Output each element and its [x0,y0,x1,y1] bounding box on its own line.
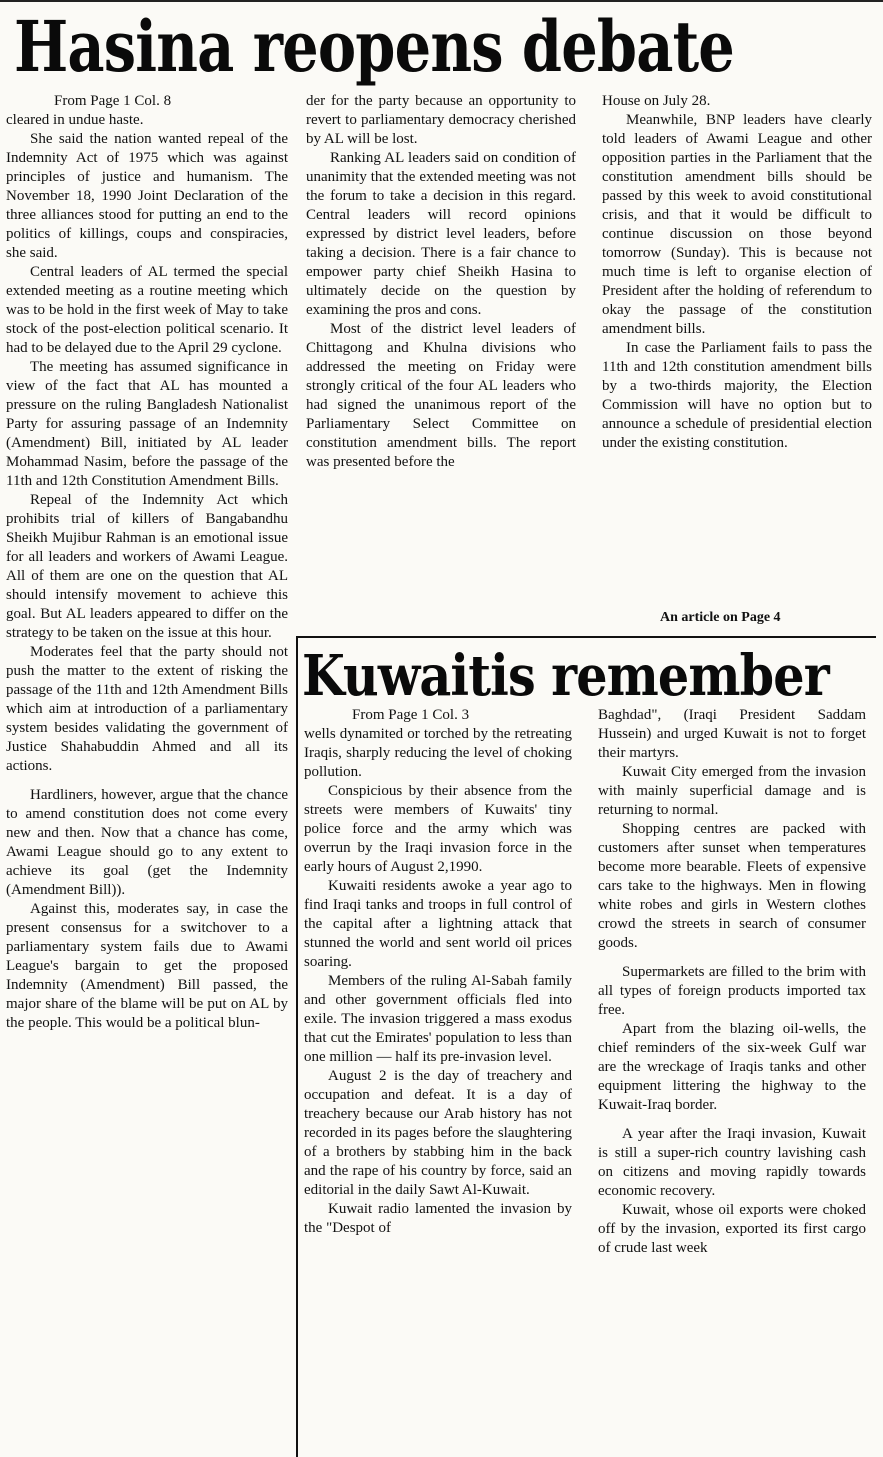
article2-column-1 [304,706,572,1452]
paragraph: Repeal of the Indemnity Act which prohibits trial of killers of Bangabandhu Sheikh Mujibur Rahman is an emotional issue for all leaders and workers of Awami League. All of them are one on the question that AL should intensify movement to achieve this goal. But AL leaders appeared to differ on the strategy to be taken on the issue at this hour. [6,492,288,641]
paragraph: Supermarkets are filled to the brim with all types of foreign products imported tax free. [598,964,866,1018]
paragraph: She said the nation wanted repeal of the Indemnity Act of 1975 which was against principles of justice and humanism. The November 18, 1990 Joint Declaration of the three alliances stood for putting an end to the politics of killings, coups and conspiracies, she said. [6,131,288,261]
paragraph: Ranking AL leaders said on condition of unanimity that the extended meeting was not the forum to take a decision in this regard. Central leaders will record opinions expressed by district level leaders, before taking a decision. There is a fair chance to empower party chief Sheikh Hasina to ultimately decide on the question by examining the pros and cons. [306,150,576,318]
paragraph: Hardliners, however, argue that the chance to amend constitution does not come every new and then. Now that a chance has come, Awami League should go to any extent to achieve its goal (get the Indemnity (Amendment Bill)). [6,787,288,898]
article2-column-2 [598,706,866,1452]
paragraph: August 2 is the day of treachery and occupation and defeat. It is a day of treachery because our Arab history has not recorded in its pages before the slaughtering of a brothers by stabbing him in the back and the rape of his country by force, said an editorial in the daily Sawt Al-Kuwait. [304,1068,572,1198]
headline-hasina: Hasina reopens debate [14,5,734,88]
paragraph: Moderates feel that the party should not push the matter to the extent of risking the passage of the 11th and 12th Amendment Bills which aim at introduction of a parliamentary system besides validating the government of Justice Shahabuddin Ahmed and all its actions. [6,644,288,774]
paragraph: Members of the ruling Al-Sabah family and other government officials fled into exile. The invasion triggered a mass exodus that cut the Emirates' population to less than one million — half its pre-invasion level. [304,973,572,1065]
paragraph: Conspicious by their absence from the streets were members of Kuwaits' tiny police force and the army which was overrun by the Iraqi invasion force in the early hours of August 2,1990. [304,783,572,875]
paragraph: Kuwait, whose oil exports were choked off by the invasion, exported its first cargo of crude last week [598,1202,866,1256]
paragraph: der for the party because an opportunity to revert to parliamentary democracy cherished by AL will be lost. [306,93,576,147]
headline-kuwaitis: Kuwaitis remember [302,643,829,709]
paragraph: Kuwait City emerged from the invasion with mainly superficial damage and is returning to normal. [598,764,866,818]
paragraph: Meanwhile, BNP leaders have clearly told leaders of Awami League and other opposition parties in the Parliament that the constitution amendment bills should be passed by this week to avoid constitutional crisis, and that it would be difficult to continue discussion on those beyond tomorrow (Sunday). This is because not much time is left to organise election of President after the holding of referendum to okay the passage of the constitution amendment bills. [602,112,872,337]
paragraph: wells dynamited or torched by the retreating Iraqis, sharply reducing the level of choking pollution. [304,726,572,780]
article1-column-3 [602,92,872,612]
article1-column-1 [6,92,288,1452]
paragraph: Most of the district level leaders of Chittagong and Khulna divisions who addressed the meeting on Friday were strongly critical of the four AL leaders who had signed the unanimous report of the Parliamentary Select Committee on constitution amendment bills. The report was presented before the [306,321,576,470]
paragraph: Baghdad", (Iraqi President Saddam Hussein) and urged Kuwait is not to forget their martyrs. [598,707,866,761]
paragraph: Against this, moderates say, in case the present consensus for a switchover to a parliamentary system fails due to Awami League's bargain to get the proposed Indemnity (Amendment) Bill passed, the major share of the blame will be put on AL by the people. This would be a political blun- [6,901,288,1031]
paragraph: Apart from the blazing oil-wells, the chief reminders of the six-week Gulf war are the wreckage of Iraqis tanks and other equipment littering the highway to the Kuwait-Iraq border. [598,1021,866,1113]
paragraph: Shopping centres are packed with customers after sunset when temperatures become more bearable. Fleets of expensive cars take to the highways. Men in flowing white robes and girls in Western clothes crowd the streets in search of consumer goods. [598,821,866,951]
paragraph: Kuwait radio lamented the invasion by the "Despot of [304,1201,572,1236]
paragraph: In case the Parliament fails to pass the 11th and 12th constitution amendment bills by a two-thirds majority, the Election Commission will have no option but to announce a schedule of presidential election under the existing constitution. [602,340,872,451]
paragraph: Kuwaiti residents awoke a year ago to find Iraqi tanks and troops in full control of the capital after a lightning attack that stunned the world and sent world oil prices soaring. [304,878,572,970]
paragraph: The meeting has assumed significance in view of the fact that AL has mounted a pressure on the ruling Bangladesh Nationalist Party for assuring passage of an Indemnity (Amendment) Bill, initiated by AL leader Mohammad Nasim, before the passage of the 11th and 12th Constitution Amendment Bills. [6,359,288,489]
article2-top-rule [296,636,876,638]
article1-column-2 [306,92,576,632]
article2-left-rule [296,636,298,1457]
paragraph: Central leaders of AL termed the special extended meeting as a routine meeting which was to be hold in the first week of May to take stock of the post-election political scenario. It had to be delayed due to the April 29 cyclone. [6,264,288,356]
article-reference: An article on Page 4 [660,610,781,625]
article2-from-line: From Page 1 Col. 3 [352,707,470,723]
paragraph: House on July 28. [602,93,711,109]
paragraph: A year after the Iraqi invasion, Kuwait is still a super-rich country lavishing cash on citizens and moving rapidly towards economic recovery. [598,1126,866,1199]
paragraph: cleared in undue haste. [6,112,144,128]
article1-from-line: From Page 1 Col. 8 [54,93,172,109]
